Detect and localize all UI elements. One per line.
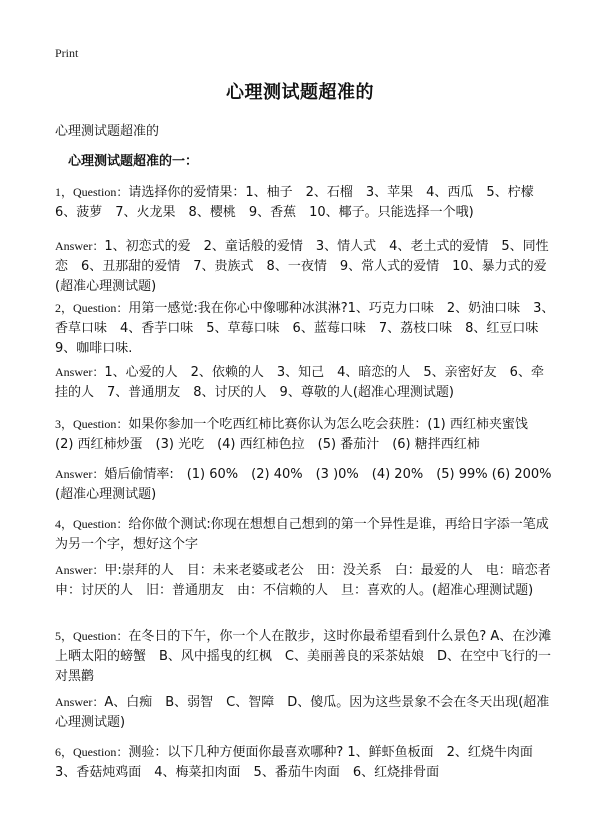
answer-2 <box>55 362 555 403</box>
paragraph-label: Answer： <box>55 239 105 253</box>
page-title: 心理测试题超准的 <box>226 82 374 103</box>
paragraph-label: 6，Question： <box>55 745 129 759</box>
paragraph-text: 用第一感觉:我在你心中像哪种冰淇淋?1、巧克力口味 2、奶油口味 3、香草口味 4、香芋口味 5、草莓口味 6、蓝莓口味 7、荔枝口味 8、红豆口味 9、咖啡口味. <box>55 301 555 356</box>
paragraph-label: 1，Question： <box>55 185 129 199</box>
paragraph-label: Answer： <box>55 467 105 481</box>
paragraph-label: Answer： <box>55 365 105 379</box>
paragraph-text: 给你做个测试:你现在想想自己想到的第一个异性是谁，再给日字添一笔成为另一个字，想好这个字 <box>55 517 549 552</box>
question-3 <box>55 414 555 455</box>
question-6 <box>55 742 555 783</box>
question-1 <box>55 182 555 223</box>
paragraph-text: 如果你参加一个吃西红柿比赛你认为怎么吃会获胜：(1) 西红柿夹蜜饯 (2) 西红柿炒蛋 (3) 光吃 (4) 西红柿色拉 (5) 番茄汁 (6) 糖拌西红柿 <box>55 417 541 452</box>
question-2 <box>55 298 555 359</box>
paragraph-text: 婚后偷情率: (1) 60% (2) 40% (3 )0% (4) 20% (5) 99% (6) 200%(超准心理测试题) <box>55 467 552 502</box>
question-5 <box>55 626 555 687</box>
question-4 <box>55 514 555 555</box>
paragraph-text: 测验：以下几种方便面你最喜欢哪种? 1、鲜虾鱼板面 2、红烧牛肉面 3、香菇炖鸡面 4、梅菜扣肉面 5、番茄牛肉面 6、红烧排骨面 <box>55 745 546 780</box>
answer-3 <box>55 464 555 505</box>
paragraph-label: 4，Question： <box>55 517 129 531</box>
paragraph-label: Answer： <box>55 695 105 709</box>
document-subtitle: 心理测试题超准的 <box>55 124 160 139</box>
paragraph-text: 1、心爱的人 2、依赖的人 3、知己 4、暗恋的人 5、亲密好友 6、牵挂的人 7、普通朋友 8、讨厌的人 9、尊敬的人(超准心理测试题) <box>55 365 544 400</box>
print-label[interactable]: Print <box>55 46 79 60</box>
paragraph-text: 在冬日的下午，你一个人在散步，这时你最希望看到什么景色? A、在沙滩上晒太阳的螃蟹 B、风中摇曳的红枫 C、美丽善良的采茶姑娘 D、在空中飞行的一对黑鹳 <box>55 629 552 684</box>
paragraph-text: 甲:崇拜的人 目：未来老婆或老公 田：没关系 白：最爱的人 电：暗恋者 申：讨厌的人 旧：普通朋友 由：不信赖的人 旦：喜欢的人。(超准心理测试题) <box>55 563 564 598</box>
answer-1 <box>55 236 555 297</box>
paragraph-label: 2，Question： <box>55 301 129 315</box>
answer-4 <box>55 560 564 601</box>
paragraph-text: A、白痴 B、弱智 C、智障 D、傻瓜。因为这些景象不会在冬天出现(超准心理测试题) <box>55 695 550 730</box>
answer-5 <box>55 692 555 733</box>
paragraph-text: 请选择你的爱情果：1、柚子 2、石榴 3、苹果 4、西瓜 5、柠檬 6、菠萝 7、火龙果 8、樱桃 9、香蕉 10、椰子。只能选择一个哦) <box>55 185 547 220</box>
paragraph-label: 3，Question： <box>55 417 129 431</box>
paragraph-text: 1、初恋式的爱 2、童话般的爱情 3、情人式 4、老土式的爱情 5、同性恋 6、丑那甜的爱情 7、贵族式 8、一夜情 9、常人式的爱情 10、暴力式的爱(超准心理测试题) <box>55 239 549 294</box>
paragraph-label: 5，Question： <box>55 629 129 643</box>
paragraph-label: Answer： <box>55 563 105 577</box>
section-heading: 心理测试题超准的一： <box>68 154 199 169</box>
